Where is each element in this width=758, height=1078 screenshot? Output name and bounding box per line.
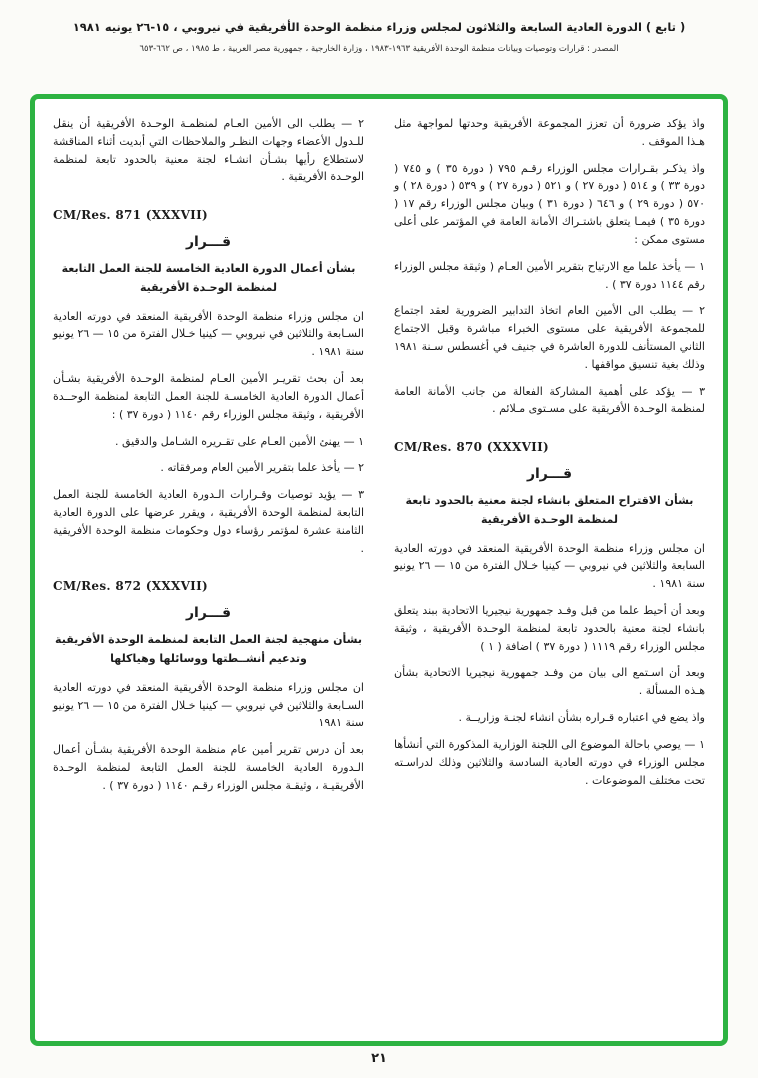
paragraph: واذ يذكـر بقـرارات مجلس الوزراء رقـم ٧٩٥ ( دورة ٣٥ ) و ٧٤٥ ( دورة ٣٣ ) و ٥١٤ ( دورة ٢٧ ) و ٥٢١ ( دورة ٢٧ ) و ٥٣٩ ( دورة ٢٨ ) و ٥٧٠ ( دورة ٢٩ ) و ٦٤٦ ( دورة ٣١ ) وبيان مجلس الوزراء رقم ١٧ ( دورة ٣٥ ) فيمـا يتعلق باشتـراك الأمانة العامة في المؤتمر على أعلى مستوى ممكن : — [394, 161, 706, 246]
paragraph: ٢ — يأخذ علما بتقرير الأمين العام ومرفقاته . — [160, 461, 364, 475]
column-right — [394, 115, 705, 1031]
resolution-heading: قـــرار — [526, 466, 573, 483]
paragraph: ٢ — يطلب الى الأمين العام اتخاذ التدابير الضرورية لعقد اجتماع للمجموعة الأفريقية على مستوى الخبراء مباشرة وقبل الاجتماع الثاني المستأنف للدورة العاشرة في جنيف في أغسطس سـنة ١٩٨١ وذلك بغية تنسيق مواقفها . — [394, 304, 705, 371]
paragraph: واذ يضع في اعتباره قـراره بشأن انشاء لجنـة وزاريــة . — [458, 711, 705, 725]
resolution-number: CM/Res. 871 (XXXVII) — [53, 208, 208, 223]
paragraph: بعد أن درس تقرير أمين عام منظمة الوحدة الأفريقية بشـأن أعمال الـدورة العادية الخامسة للجنة العمل التابعة لمنظمة الوحـدة الأفريقيـة ، وثيقـة مجلس الوزراء رقـم ١١٤٠ ( دورة ٣٧ ) . — [53, 743, 364, 792]
paragraph: وبعد أن اسـتمع الى بيان من وفـد جمهورية نيجيريا الاتحادية بشأن هـذه المسألة . — [394, 666, 705, 698]
resolution-heading: قـــرار — [185, 605, 232, 622]
resolution-number: CM/Res. 872 (XXXVII) — [53, 579, 208, 594]
paragraph: ١ — يهنئ الأمين العـام على تقـريره الشـامل والدقيق . — [115, 434, 364, 448]
content-frame — [30, 94, 728, 1046]
two-column-layout — [53, 115, 705, 1031]
column-left — [53, 115, 364, 1031]
paragraph: وبعد أن أحيط علما من قبل وفـد جمهورية نيجيريا الاتحادية ببند يتعلق بانشاء لجنة معنية بالحدود تابعة لمنظمة الوحـدة الأفريقية ، وثيقة مجلس الوزراء رقم ١١١٩ ( دورة ٣٧ ) اضافة ( ١ ) — [394, 604, 705, 653]
paragraph: بعد أن بحث تقريـر الأمين العـام لمنظمة الوحـدة الأفريقية بشـأن أعمال الدورة العادية الخامسـة للجنة العمل التابعة لمنظمة الوحــدة الأفريقية ، وثيقة مجلس الوزراء رقم ١١٤٠ ( دورة ٣٧ ) : — [53, 372, 364, 421]
paragraph: ١ — يوصي باحالة الموضوع الى اللجنة الوزارية المذكورة التي أنشأها مجلس الوزراء في دورته العادية السادسة والثلاثين وذلك لدراسـته تحت مختلف الموضوعات . — [394, 737, 705, 787]
document-source-line: المصدر : قرارات وتوصيات وبيانات منظمة الوحدة الأفريقية ١٩٦٣-١٩٨٣ ، وزارة الخارجية ، جمهورية مصر العربية ، ط ١٩٨٥ ، ص ٦٦٢-٦٥٣ — [139, 44, 619, 54]
paragraph: ان مجلس وزراء منظمة الوحدة الأفريقية المنعقد في دورته العادية السـابعة والثلاثين في نيروبي — كينيا خـلال الفترة من ١٥ — ٢٦ يونيو سنة ١٩٨١ . — [53, 309, 364, 359]
paragraph: ٣ — يؤيد توصيات وقـرارات الـدورة العادية الخامسة للجنة العمل التابعة لمنظمة الوحدة الأفريقية ، ويقرر عرضها على الدورة العادية الثامنة عشرة لمؤتمر رؤساء دول وحكومات منظمة الوحدة الأفريقية . — [53, 488, 364, 555]
resolution-title: بشأن أعمال الدورة العادية الخامسة للجنة العمل التابعة لمنظمة الوحـدة الأفريقية — [61, 262, 356, 294]
paragraph: ٢ — يطلب الى الأمين العـام لمنظمـة الوحـدة الأفريقية أن ينقل للـدول الأعضاء وجهات النظـر والملاحظات التي أبديت أثناء المناقشة لاستطلاع رأيها بشـأن انشـاء لجنة معنية بالحدود تابعة لمنظمة الوحـدة الأفريقية . — [53, 117, 364, 184]
paragraph: ان مجلس وزراء منظمة الوحدة الأفريقية المنعقد في دورته العادية السـابعة والثلاثين في نيروبي — كينيا خـلال الفترة من ١٥ — ٢٦ يونيو سنة ١٩٨١ — [53, 680, 364, 730]
paragraph: واذ يؤكد ضرورة أن تعزز المجموعة الأفريقية وحدتها لمواجهة مثل هـذا الموقف . — [394, 117, 705, 148]
resolution-heading: قـــرار — [185, 234, 232, 251]
resolution-title: بشأن منهجية لجنة العمل التابعة لمنظمة الوحدة الأفريقية وتدعيم أنشــطتها ووسائلها وهياكلها — [55, 633, 362, 666]
document-header-title: ( تابع ) الدورة العادية السابعة والثلاثون لمجلس وزراء منظمة الوحدة الأفريقية في نيروبي ، ١٥-٢٦ يونيه ١٩٨١ — [72, 20, 686, 34]
resolution-number: CM/Res. 870 (XXXVII) — [394, 440, 549, 455]
paragraph: ٣ — يؤكد على أهمية المشاركة الفعالة من جانب الأمانة العامة لمنظمة الوحـدة الأفريقية على مسـتوى مـلائم . — [394, 384, 705, 416]
page-number: ٢١ — [371, 1051, 387, 1066]
paragraph: ان مجلس وزراء منظمة الوحدة الأفريقية المنعقد في دورته العادية السابعة والثلاثين في نيروبي — كينيا خـلال الفترة من ١٥ — ٢٦ يونيو سنة ١٩٨١ . — [394, 541, 705, 591]
resolution-title: بشأن الاقتراح المتعلق بانشاء لجنة معنية بالحدود تابعة لمنظمة الوحـدة الأفريقية — [405, 494, 694, 526]
document-header — [0, 0, 758, 54]
paragraph: ١ — يأخذ علما مع الارتياح بتقرير الأمين العـام ( وثيقة مجلس الوزراء رقم ١١٤٤ دورة ٣٧ ) . — [394, 259, 705, 291]
